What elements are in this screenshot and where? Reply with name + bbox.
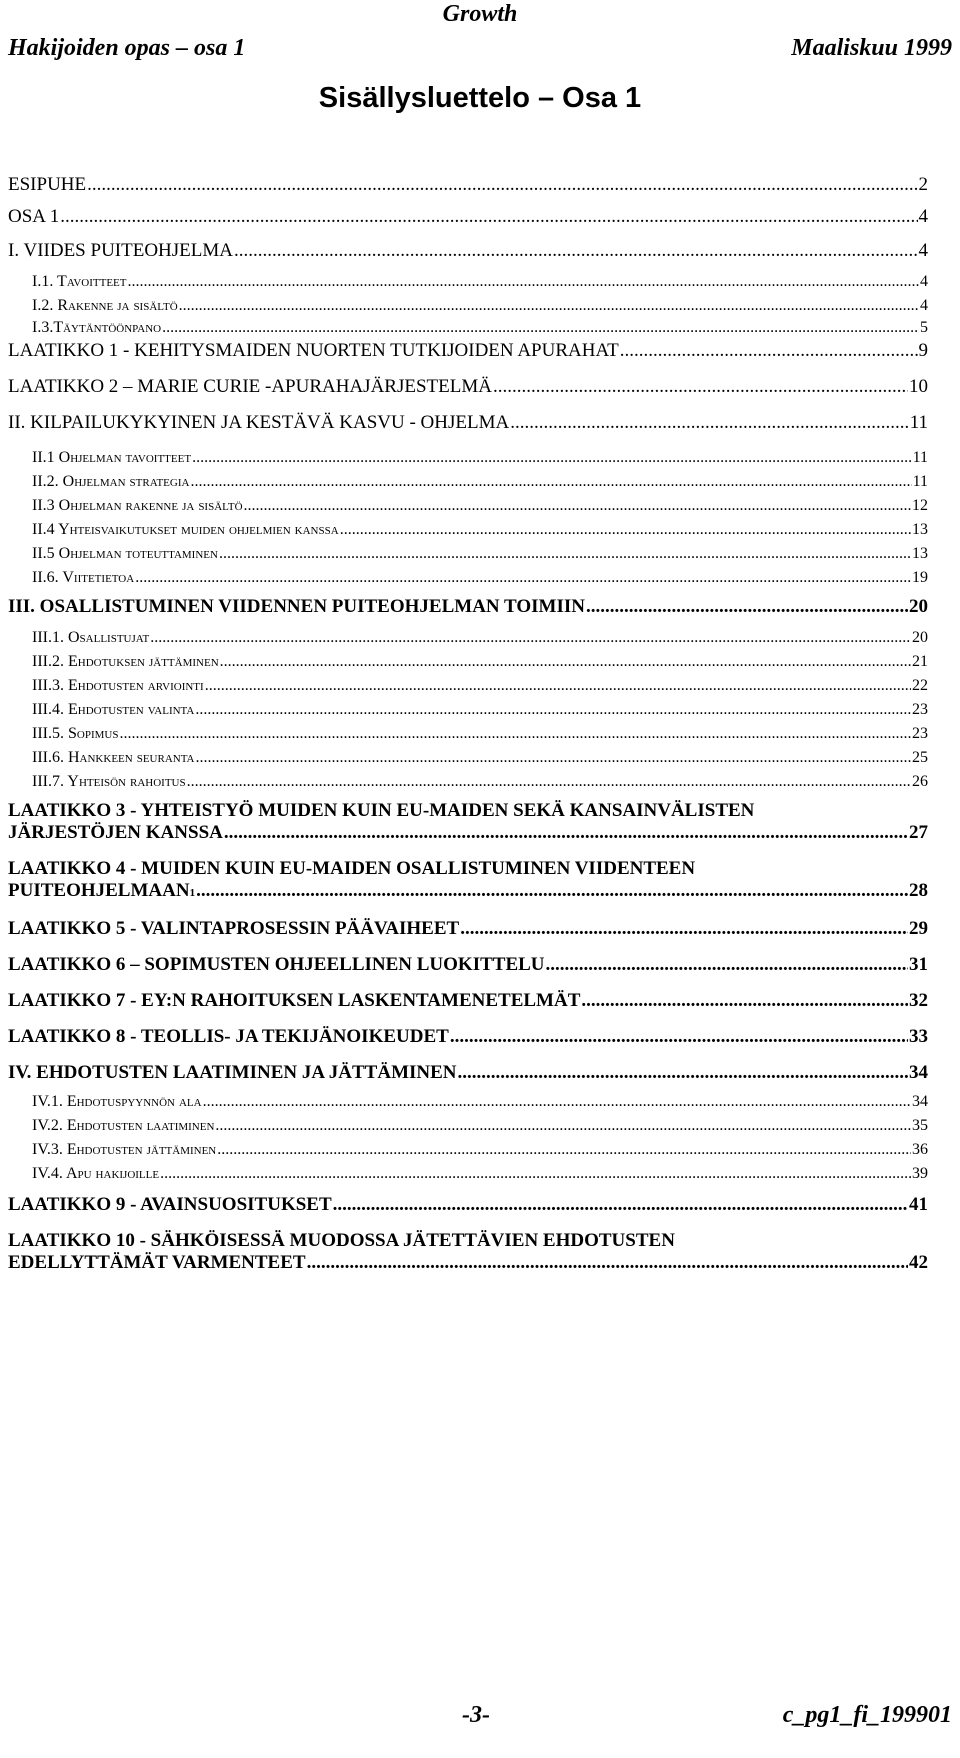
toc-entry-title: I. VIIDES PUITEOHJELMA: [8, 240, 233, 261]
dot-leader: [581, 990, 908, 1012]
toc-page-number: 23: [912, 701, 928, 718]
toc-page-number: 13: [912, 545, 928, 562]
toc-entry-title: LAATIKKO 1 - KEHITYSMAIDEN NUORTEN TUTKIJOIDEN APURAHAT: [8, 340, 619, 361]
toc-entry-title: IV. EHDOTUSTEN LAATIMINEN JA JÄTTÄMINEN: [8, 1062, 457, 1083]
toc-entry-title: JÄRJESTÖJEN KANSSA: [8, 822, 223, 843]
toc-entry-title: III.4. Ehdotusten valinta: [32, 701, 195, 718]
toc-entry-title: LAATIKKO 2 – MARIE CURIE -APURAHAJÄRJESTELMÄ: [8, 376, 492, 397]
dot-leader: [450, 1026, 908, 1048]
toc-entry[interactable]: [8, 724, 928, 743]
toc-page-number: 4: [920, 273, 928, 290]
toc-entry-title: II.1 Ohjelman tavoitteet: [32, 449, 192, 466]
toc-page-number: 13: [912, 521, 928, 538]
toc-page-number: 11: [912, 449, 928, 466]
toc-page-number: 31: [909, 954, 928, 975]
dot-leader: [162, 318, 919, 337]
dot-leader: [586, 596, 908, 618]
toc-entry-title: LAATIKKO 9 - AVAINSUOSITUKSET: [8, 1194, 332, 1215]
dot-leader: [190, 472, 911, 491]
toc-entry-title: III.1. Osallistujat: [32, 629, 150, 646]
toc-entry[interactable]: [8, 544, 928, 563]
toc-entry-title: LAATIKKO 5 - VALINTAPROSESSIN PÄÄVAIHEET: [8, 918, 460, 939]
toc-entry[interactable]: [8, 676, 928, 695]
toc-entry[interactable]: [8, 1164, 928, 1183]
dot-leader: [192, 448, 912, 467]
dot-leader: [219, 544, 911, 563]
footer-page-number: -3-: [462, 1702, 490, 1728]
toc-entry-title: IV.1. Ehdotuspyynnön ala: [32, 1093, 202, 1110]
toc-page-number: 34: [909, 1062, 928, 1083]
page-title: Sisällysluettelo – Osa 1: [318, 82, 642, 114]
toc-entry[interactable]: [8, 318, 928, 337]
toc-entry[interactable]: [8, 700, 928, 719]
toc-entry[interactable]: [8, 800, 928, 844]
toc-entry[interactable]: [8, 520, 928, 539]
header-program-name: Growth: [442, 1, 518, 27]
toc-entry-title: IV.2. Ehdotusten laatiminen: [32, 1117, 215, 1134]
toc-entry[interactable]: [8, 240, 928, 262]
toc-page-number: 35: [912, 1117, 928, 1134]
toc-page-number: 39: [912, 1165, 928, 1182]
toc-page-number: 41: [909, 1194, 928, 1215]
toc-entry[interactable]: [8, 772, 928, 791]
toc-entry[interactable]: [8, 296, 928, 315]
dot-leader: [196, 880, 908, 902]
toc-entry[interactable]: [8, 1194, 928, 1216]
toc-entry[interactable]: [8, 1062, 928, 1084]
toc-entry-title: ESIPUHE: [8, 174, 87, 195]
toc-entry[interactable]: [8, 918, 928, 940]
toc-entry[interactable]: [8, 748, 928, 767]
toc-page-number: 10: [909, 376, 928, 397]
toc-entry[interactable]: [8, 272, 928, 291]
toc-entry[interactable]: [8, 496, 928, 515]
toc-entry[interactable]: [8, 412, 928, 434]
dot-leader: [546, 954, 908, 976]
toc-page-number: 11: [909, 412, 928, 433]
toc-entry[interactable]: [8, 596, 928, 618]
toc-page-number: 42: [909, 1252, 928, 1273]
toc-entry-title: I.2. Rakenne ja sisältö: [32, 297, 178, 314]
toc-entry-title-line: LAATIKKO 3 - YHTEISTYÖ MUIDEN KUIN EU-MAIDEN SEKÄ KANSAINVÄLISTEN: [8, 800, 755, 821]
dot-leader: [205, 676, 911, 695]
toc-entry-title-line: LAATIKKO 10 - SÄHKÖISESSÄ MUODOSSA JÄTETTÄVIEN EHDOTUSTEN: [8, 1230, 675, 1251]
toc-entry[interactable]: [8, 990, 928, 1012]
toc-page-number: 23: [912, 725, 928, 742]
header-document-title: Hakijoiden opas – osa 1: [8, 35, 246, 61]
dot-leader: [187, 772, 911, 791]
toc-page-number: 22: [912, 677, 928, 694]
toc-entry-title: LAATIKKO 8 - TEOLLIS- JA TEKIJÄNOIKEUDET: [8, 1026, 449, 1047]
toc-entry[interactable]: [8, 1026, 928, 1048]
toc-entry-title: II.2. Ohjelman strategia: [32, 473, 190, 490]
toc-entry[interactable]: [8, 340, 928, 362]
dot-leader: [179, 296, 919, 315]
toc-entry-title: PUITEOHJELMAAN: [8, 880, 190, 901]
toc-page-number: 4: [918, 206, 928, 227]
dot-leader: [234, 240, 918, 262]
toc-entry-title: OSA 1: [8, 206, 60, 227]
toc-entry-title: III. OSALLISTUMINEN VIIDENNEN PUITEOHJELMAN TOIMIIN: [8, 596, 585, 617]
toc-entry-title: III.7. Yhteisön rahoitus: [32, 773, 186, 790]
toc-page-number: 34: [912, 1093, 928, 1110]
toc-page-number: 19: [912, 569, 928, 586]
header-date: Maaliskuu 1999: [791, 35, 952, 61]
toc-page-number: 20: [912, 629, 928, 646]
toc-page-number: 27: [909, 822, 928, 843]
dot-leader: [160, 1164, 911, 1183]
dot-leader: [60, 206, 917, 228]
toc-entry-title: EDELLYTTÄMÄT VARMENTEET: [8, 1252, 306, 1273]
dot-leader: [135, 568, 911, 587]
dot-leader: [224, 822, 908, 844]
toc-page-number: 2: [918, 174, 928, 195]
dot-leader: [244, 496, 911, 515]
dot-leader: [150, 628, 911, 647]
toc-entry-title: II.5 Ohjelman toteuttaminen: [32, 545, 218, 562]
toc-entry[interactable]: [8, 1092, 928, 1111]
toc-page-number: 29: [909, 918, 928, 939]
dot-leader: [87, 174, 917, 196]
toc-entry[interactable]: [8, 472, 928, 491]
toc-page-number: 4: [920, 297, 928, 314]
toc-entry-title: IV.4. Apu hakijoille: [32, 1165, 160, 1182]
toc-entry[interactable]: [8, 652, 928, 671]
toc-entry-title: I.3.Täytäntöönpano: [32, 319, 162, 336]
dot-leader: [119, 724, 911, 743]
toc-page-number: 33: [909, 1026, 928, 1047]
toc-page-number: 11: [912, 473, 928, 490]
toc-entry-title: III.3. Ehdotusten arviointi: [32, 677, 204, 694]
dot-leader: [458, 1062, 908, 1084]
toc-entry[interactable]: [8, 1116, 928, 1135]
toc-page-number: 9: [918, 340, 928, 361]
dot-leader: [128, 272, 920, 291]
dot-leader: [217, 1140, 911, 1159]
toc-entry-title: III.6. Hankkeen seuranta: [32, 749, 195, 766]
toc-entry-title: II.6. Viitetietoa: [32, 569, 135, 586]
toc-entry[interactable]: LAATIKKO 4 - MUIDEN KUIN EU-MAIDEN OSALLISTUMINEN VIIDENTEEN PUITEOHJELMAAN 1 ..... 28: [8, 858, 928, 902]
footer-document-code: c_pg1_fi_199901: [782, 1702, 952, 1728]
dot-leader: [203, 1092, 911, 1111]
toc-entry[interactable]: [8, 628, 928, 647]
toc-entry-title: LAATIKKO 7 - EY:N RAHOITUKSEN LASKENTAMENETELMÄT: [8, 990, 581, 1011]
dot-leader: [340, 520, 911, 539]
toc-page-number: 21: [912, 653, 928, 670]
toc-entry-title: III.5. Sopimus: [32, 725, 119, 742]
toc-entry[interactable]: [8, 568, 928, 587]
toc-page-number: 20: [909, 596, 928, 617]
dot-leader: [333, 1194, 908, 1216]
dot-leader: [510, 412, 909, 434]
toc-page-number: 32: [909, 990, 928, 1011]
toc-entry[interactable]: [8, 206, 928, 228]
toc-entry[interactable]: [8, 1140, 928, 1159]
dot-leader: [220, 652, 911, 671]
toc-entry-title: II. KILPAILUKYKYINEN JA KESTÄVÄ KASVU - OHJELMA: [8, 412, 510, 433]
toc-entry-title: LAATIKKO 6 – SOPIMUSTEN OHJEELLINEN LUOKITTELU: [8, 954, 545, 975]
toc-entry[interactable]: [8, 954, 928, 976]
dot-leader: [460, 918, 908, 940]
toc-page-number: 26: [912, 773, 928, 790]
toc-entry[interactable]: [8, 1230, 928, 1274]
toc-entry-title-line: LAATIKKO 4 - MUIDEN KUIN EU-MAIDEN OSALLISTUMINEN VIIDENTEEN: [8, 858, 696, 879]
toc-page-number: 5: [920, 319, 928, 336]
toc-page-number: 36: [912, 1141, 928, 1158]
toc-page-number: 4: [918, 240, 928, 261]
toc-entry-title: II.3 Ohjelman rakenne ja sisältö: [32, 497, 243, 514]
dot-leader: [215, 1116, 911, 1135]
toc-entry[interactable]: [8, 376, 928, 398]
toc-page-number: 25: [912, 749, 928, 766]
toc-entry-title: II.4 Yhteisvaikutukset muiden ohjelmien kanssa: [32, 521, 339, 538]
toc-entry-title: I.1. Tavoitteet: [32, 273, 127, 290]
dot-leader: [195, 748, 911, 767]
dot-leader: [493, 376, 908, 398]
dot-leader: [620, 340, 918, 362]
toc-page-number: 28: [909, 880, 928, 901]
dot-leader: [307, 1252, 908, 1274]
toc-entry[interactable]: [8, 448, 928, 467]
toc-entry-title: IV.3. Ehdotusten jättäminen: [32, 1141, 217, 1158]
toc-entry-title: III.2. Ehdotuksen jättäminen: [32, 653, 219, 670]
dot-leader: [195, 700, 911, 719]
toc-page-number: 12: [912, 497, 928, 514]
toc-entry[interactable]: [8, 174, 928, 196]
